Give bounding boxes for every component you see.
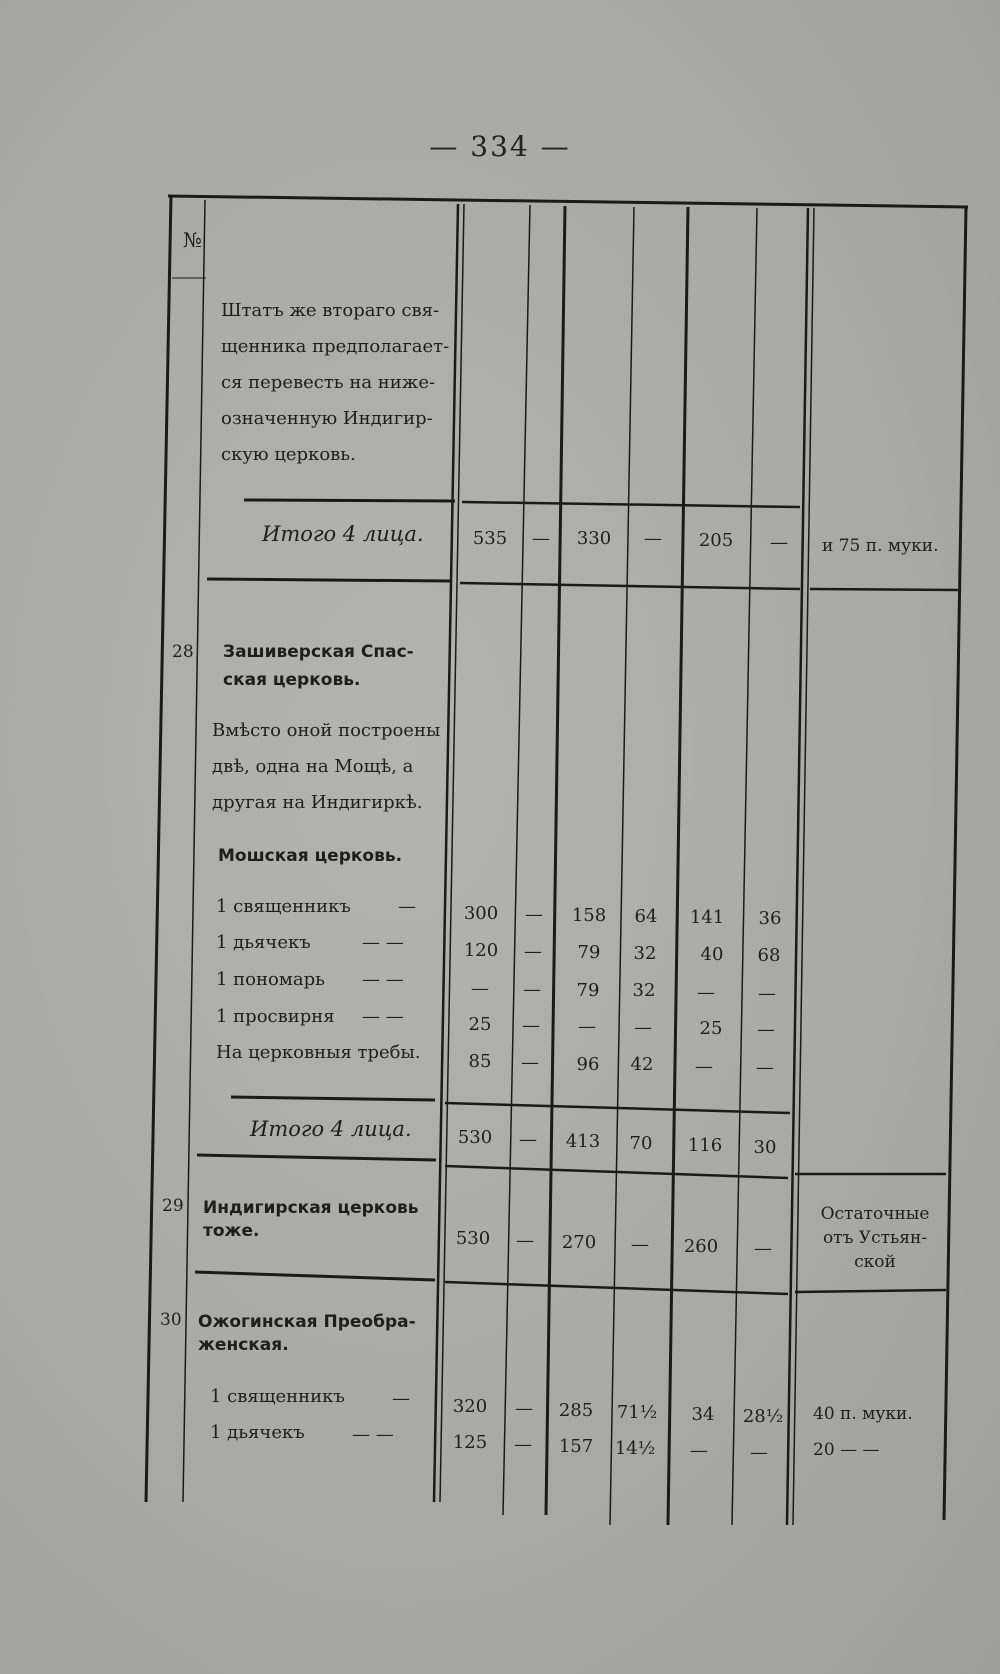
total-value: — [532, 528, 550, 549]
staff-note-line: ся перевесть на ниже- [221, 372, 436, 393]
cell-value: 157 [558, 1436, 594, 1457]
row-index: 28 [172, 642, 194, 662]
church-note-line: Вмѣсто оной построены [212, 720, 441, 741]
staff-label: 1 священникъ [216, 896, 351, 917]
cell-value: 285 [558, 1400, 594, 1421]
church-title-line: ская церковь. [223, 670, 361, 690]
cell-value: — [516, 1230, 534, 1251]
cell-value: 270 [561, 1232, 597, 1253]
cell-value: 40 [700, 944, 724, 965]
cell-value: — [750, 1442, 768, 1463]
cell-value: 36 [758, 908, 782, 929]
cell-value: — [634, 1017, 652, 1038]
cell-value: — [690, 1440, 708, 1461]
cell-value: 260 [683, 1236, 719, 1257]
cell-value: — [525, 904, 543, 925]
cell-value: 68 [757, 945, 781, 966]
cell-remark: 40 п. муки. [813, 1404, 913, 1424]
cell-value: 32 [633, 943, 657, 964]
cell-value: 96 [576, 1054, 600, 1075]
total-value: — [644, 528, 662, 549]
staff-label: 1 пономарь [216, 969, 325, 990]
total-remark: и 75 п. муки. [822, 536, 939, 556]
total-value: 205 [698, 530, 734, 551]
sub-church-title: Мошская церковь. [218, 846, 403, 866]
staff-label: 1 дьячекъ [210, 1422, 305, 1443]
number-column-header: № [183, 228, 202, 252]
total-label: Итого 4 лица. [250, 1117, 412, 1141]
cell-value: 25 [468, 1014, 492, 1035]
remark-line: Остаточные [820, 1204, 930, 1224]
row-index: 29 [162, 1196, 184, 1216]
cell-value: 300 [463, 903, 499, 924]
total-value: 413 [565, 1131, 601, 1152]
cell-value: — [757, 1019, 775, 1040]
cell-value: — [756, 1057, 774, 1078]
staff-label: 1 просвирня [216, 1006, 335, 1027]
staff-note-line: означенную Индигир- [221, 408, 433, 429]
total-value: 70 [629, 1133, 653, 1154]
staff-label: 1 священникъ [210, 1386, 345, 1407]
cell-value: — [514, 1434, 532, 1455]
total-value: 535 [472, 528, 508, 549]
church-title-line: женская. [198, 1335, 289, 1355]
total-value: — [519, 1129, 537, 1150]
staff-note-line: Штатъ же втораго свя- [221, 300, 440, 321]
cell-value: — [754, 1238, 772, 1259]
church-remark [820, 1202, 930, 1274]
cell-value: 71½ [616, 1402, 658, 1423]
leader-dash: — — [362, 932, 404, 953]
cell-value: — [522, 1015, 540, 1036]
cell-value: — [695, 1056, 713, 1077]
page-number: — 334 — [429, 130, 571, 163]
cell-value: 79 [577, 942, 601, 963]
cell-value: 42 [630, 1054, 654, 1075]
row-index: 30 [160, 1310, 182, 1330]
cell-value: — [697, 982, 715, 1003]
cell-value: — [631, 1234, 649, 1255]
cell-value: 141 [689, 907, 725, 928]
church-title-line: тоже. [203, 1221, 260, 1241]
cell-value: 125 [452, 1432, 488, 1453]
leader-dash: — — [352, 1424, 394, 1445]
church-title-line: Индигирская церковь [203, 1198, 419, 1218]
cell-value: 64 [634, 906, 658, 927]
cell-value: — [523, 979, 541, 1000]
cell-value: — [471, 978, 489, 999]
leader-dash: — [392, 1388, 410, 1409]
cell-value: 120 [463, 940, 499, 961]
total-label: Итого 4 лица. [262, 522, 424, 546]
total-value: 30 [753, 1137, 777, 1158]
cell-value: 14½ [614, 1438, 656, 1459]
remark-line: ской [854, 1252, 896, 1272]
remark-line: отъ Устьян- [822, 1228, 928, 1248]
staff-note-line: скую церковь. [221, 444, 356, 465]
staff-note [221, 293, 451, 473]
cell-value: 158 [571, 905, 607, 926]
total-value: 330 [576, 528, 612, 549]
cell-value: 34 [691, 1404, 715, 1425]
total-value: 530 [457, 1127, 493, 1148]
staff-note-line: щенника предполагает- [221, 336, 450, 357]
cell-value: — [524, 941, 542, 962]
cell-value: 25 [699, 1018, 723, 1039]
staff-label: 1 дьячекъ [216, 932, 311, 953]
leader-dash: — — [362, 1006, 404, 1027]
church-note-line: двѣ, одна на Мощѣ, а [212, 756, 414, 777]
church-title-line: Зашиверская Спас- [223, 642, 414, 662]
church-note-line: другая на Индигиркѣ. [212, 792, 423, 813]
cell-remark: 20 — — [813, 1440, 880, 1460]
cell-value: 530 [455, 1228, 491, 1249]
leader-dash: — [398, 896, 416, 917]
cell-value: — [758, 983, 776, 1004]
cell-value: — [521, 1052, 539, 1073]
cell-value: 85 [468, 1051, 492, 1072]
cell-value: 79 [576, 980, 600, 1001]
cell-value: 32 [632, 980, 656, 1001]
church-title-line: Ожогинская Преобра- [198, 1312, 416, 1332]
total-value: — [770, 532, 788, 553]
cell-value: 320 [452, 1396, 488, 1417]
total-value: 116 [687, 1135, 723, 1156]
cell-value: — [515, 1398, 533, 1419]
cell-value: 28½ [742, 1406, 784, 1427]
cell-value: — [578, 1016, 596, 1037]
staff-label: На церковныя требы. [216, 1042, 421, 1063]
leader-dash: — — [362, 969, 404, 990]
